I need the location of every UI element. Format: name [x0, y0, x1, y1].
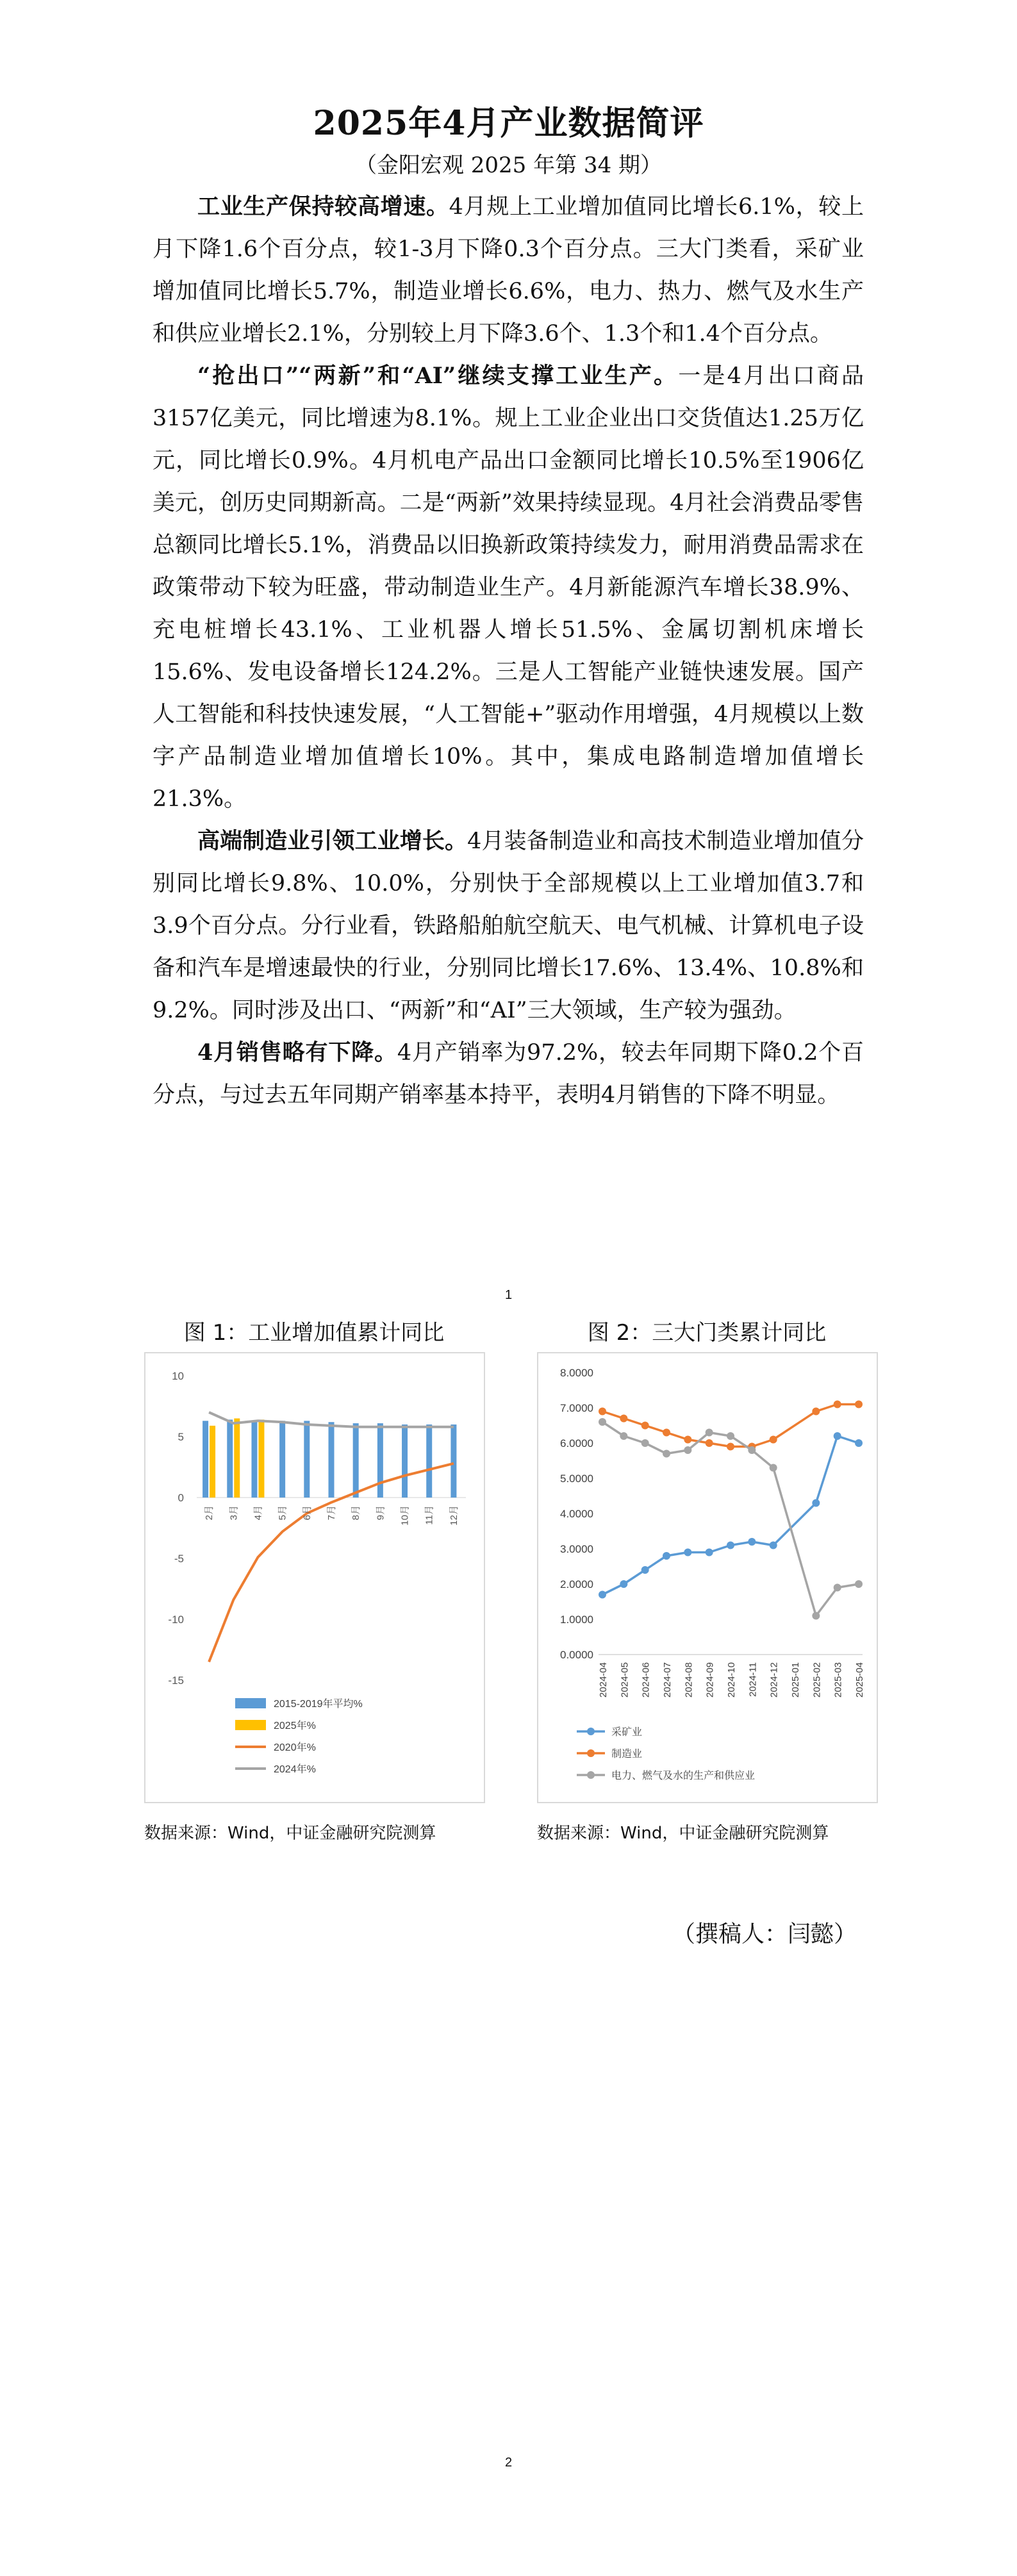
bar	[279, 1421, 285, 1498]
data-point	[641, 1439, 649, 1447]
figure2-title: 图 2：三大门类累计同比	[587, 1320, 827, 1346]
bar	[227, 1419, 233, 1498]
legend-marker	[587, 1749, 595, 1757]
bar	[304, 1421, 310, 1498]
data-point	[641, 1422, 649, 1430]
data-point	[599, 1408, 606, 1416]
data-point	[663, 1552, 670, 1560]
paragraph-text: 4月装备制造业和高技术制造业增加值分别同比增长9.8%、10.0%，分别快于全部规模以上工业增加值3.7和3.9个百分点。分行业看，铁路船舶航空航天、电气机械、计算机电子设备和汽车是增速最快的行业，分别同比增长17.6%、13.4%、10.8%和9.2%。同时涉及出口、“两新”和“AI”三大领域，生产较为强劲。	[153, 829, 864, 1023]
data-point	[599, 1591, 606, 1599]
data-point	[812, 1499, 820, 1507]
data-point	[663, 1429, 670, 1437]
bar	[353, 1423, 359, 1498]
series-line	[602, 1405, 859, 1447]
bar	[234, 1419, 240, 1498]
data-point	[812, 1408, 820, 1416]
legend-label: 2015-2019年平均%	[274, 1699, 363, 1710]
y-tick-label: 0.0000	[560, 1649, 593, 1661]
data-point	[855, 1580, 863, 1588]
x-tick-label: 2024-09	[704, 1662, 716, 1698]
figure1-source: 数据来源：Wind，中证金融研究院测算	[144, 1824, 436, 1843]
x-tick-label: 12月	[448, 1505, 459, 1526]
bar	[258, 1419, 264, 1498]
data-point	[727, 1432, 734, 1440]
series-line	[602, 1436, 859, 1595]
y-tick-label: 5.0000	[560, 1473, 593, 1485]
bar	[203, 1421, 208, 1498]
bar	[402, 1424, 408, 1498]
data-point	[770, 1436, 777, 1444]
x-tick-label: 3月	[228, 1505, 240, 1521]
y-tick-label: -5	[174, 1553, 184, 1565]
figure1-frame	[144, 1352, 485, 1803]
y-tick-label: 1.0000	[560, 1614, 593, 1626]
x-tick-label: 2月	[204, 1505, 215, 1521]
paragraph-text: 一是4月出口商品3157亿美元，同比增速为8.1%。规上工业企业出口交货值达1.25万亿元，同比增长0.9%。4月机电产品出口金额同比增长10.5%至1906亿美元，创历史同期新高。二是“两新”效果持续显现。4月社会消费品零售总额同比增长5.1%，消费品以旧换新政策持续发力，耐用消费品需求在政策带动下较为旺盛，带动制造业生产。4月新能源汽车增长38.9%、充电桩增长43.1%、工业机器人增长51.5%、金属切割机床增长15.6%、发电设备增长124.2%。三是人工智能产业链快速发展。国产人工智能和科技快速发展，“人工智能+”驱动作用增强，4月规模以上数字产品制造业增加值增长10%。其中，集成电路制造增加值增长21.3%。	[153, 363, 864, 812]
data-point	[684, 1446, 691, 1454]
y-tick-label: -10	[168, 1614, 184, 1626]
x-tick-label: 2024-08	[683, 1662, 695, 1698]
page-number: 2	[504, 2456, 513, 2470]
paragraph-text: 4月规上工业增加值同比增长6.1%，较上月下降1.6个百分点，较1-3月下降0.3个百分点。三大门类看，采矿业增加值同比增长5.7%，制造业增长6.6%，电力、热力、燃气及水生产和供应业增长2.1%，分别较上月下降3.6个、1.3个和1.4个百分点。	[153, 194, 864, 347]
paragraph-lead: 高端制造业引领工业增长。	[197, 828, 468, 854]
figure1-title: 图 1：工业增加值累计同比	[183, 1320, 445, 1346]
paragraph-lead: 4月销售略有下降。	[197, 1039, 397, 1066]
data-point	[770, 1542, 777, 1549]
paragraph-1	[153, 186, 864, 355]
x-tick-label: 2025-02	[811, 1662, 823, 1698]
data-point	[641, 1566, 649, 1574]
report-subtitle: （金阳宏观 2025 年第 34 期）	[354, 153, 663, 178]
bar	[329, 1422, 335, 1498]
series-line	[602, 1422, 859, 1616]
y-tick-label: 10	[172, 1370, 184, 1382]
legend-label: 制造业	[611, 1749, 643, 1760]
x-tick-label: 6月	[301, 1505, 313, 1521]
x-tick-label: 2024-07	[662, 1662, 673, 1698]
report-body	[153, 186, 864, 1116]
x-tick-label: 2025-01	[790, 1662, 801, 1698]
paragraph-lead: 工业生产保持较高增速。	[197, 194, 449, 220]
paragraph-2	[153, 355, 864, 820]
data-point	[620, 1432, 627, 1440]
data-point	[727, 1542, 734, 1549]
x-tick-label: 2025-03	[832, 1662, 844, 1698]
data-point	[599, 1418, 606, 1426]
bar	[251, 1421, 257, 1498]
paragraph-lead: “抢出口”“两新”和“AI”继续支撑工业生产。	[197, 363, 679, 389]
y-tick-label: 2.0000	[560, 1578, 593, 1590]
bar	[451, 1424, 456, 1498]
data-point	[855, 1439, 863, 1447]
legend-label: 2024年%	[274, 1764, 316, 1775]
x-tick-label: 2024-06	[640, 1662, 652, 1698]
data-point	[663, 1450, 670, 1458]
y-tick-label: 3.0000	[560, 1543, 593, 1555]
y-tick-label: -15	[168, 1674, 184, 1687]
data-point	[684, 1549, 691, 1556]
series-line	[209, 1412, 454, 1427]
bar	[210, 1426, 215, 1498]
figure2-source: 数据来源：Wind，中证金融研究院测算	[537, 1824, 829, 1843]
report-title: 2025年4月产业数据简评	[313, 104, 704, 143]
data-point	[748, 1446, 756, 1454]
legend-label: 采矿业	[611, 1727, 643, 1738]
y-tick-label: 0	[178, 1492, 184, 1504]
y-tick-label: 8.0000	[560, 1367, 593, 1379]
x-tick-label: 2024-11	[747, 1662, 759, 1697]
data-point	[620, 1580, 627, 1588]
x-tick-label: 2025-04	[854, 1662, 865, 1698]
data-point	[706, 1429, 713, 1437]
y-tick-label: 4.0000	[560, 1508, 593, 1520]
x-tick-label: 10月	[399, 1505, 411, 1526]
data-point	[684, 1436, 691, 1444]
x-tick-label: 4月	[252, 1505, 264, 1521]
data-point	[748, 1538, 756, 1546]
author-credit: （撰稿人：闫懿）	[672, 1921, 857, 1947]
figure1-chart	[145, 1353, 484, 1802]
paragraph-4	[153, 1032, 864, 1116]
legend-swatch	[235, 1720, 266, 1730]
paragraph-3	[153, 820, 864, 1032]
figure2-frame	[537, 1352, 878, 1803]
x-tick-label: 7月	[326, 1505, 337, 1521]
x-tick-label: 2024-05	[619, 1662, 631, 1698]
data-point	[834, 1584, 841, 1592]
data-point	[770, 1464, 777, 1472]
x-tick-label: 11月	[424, 1505, 435, 1525]
y-tick-label: 5	[178, 1431, 184, 1443]
data-point	[727, 1443, 734, 1451]
data-point	[834, 1401, 841, 1408]
x-tick-label: 9月	[375, 1505, 386, 1521]
legend-label: 2025年%	[274, 1721, 316, 1731]
data-point	[706, 1549, 713, 1556]
bar	[377, 1423, 383, 1498]
data-point	[706, 1439, 713, 1447]
x-tick-label: 5月	[277, 1505, 288, 1521]
x-tick-label: 2024-04	[598, 1662, 609, 1698]
data-point	[620, 1415, 627, 1423]
legend-swatch	[235, 1698, 266, 1708]
y-tick-label: 6.0000	[560, 1437, 593, 1449]
data-point	[834, 1432, 841, 1440]
legend-marker	[587, 1771, 595, 1779]
bar	[426, 1424, 432, 1498]
legend-label: 电力、燃气及水的生产和供应业	[611, 1771, 756, 1781]
x-tick-label: 2024-12	[768, 1662, 780, 1698]
x-tick-label: 8月	[351, 1505, 362, 1521]
figure2-chart	[538, 1353, 877, 1802]
x-tick-label: 2024-10	[726, 1662, 737, 1698]
data-point	[855, 1401, 863, 1408]
legend-marker	[587, 1728, 595, 1735]
y-tick-label: 7.0000	[560, 1402, 593, 1414]
paragraph-text: 4月产销率为97.2%，较去年同期下降0.2个百分点，与过去五年同期产销率基本持平，表明4月销售的下降不明显。	[153, 1040, 864, 1108]
page-number: 1	[504, 1288, 513, 1302]
legend-label: 2020年%	[274, 1742, 316, 1753]
data-point	[812, 1612, 820, 1620]
